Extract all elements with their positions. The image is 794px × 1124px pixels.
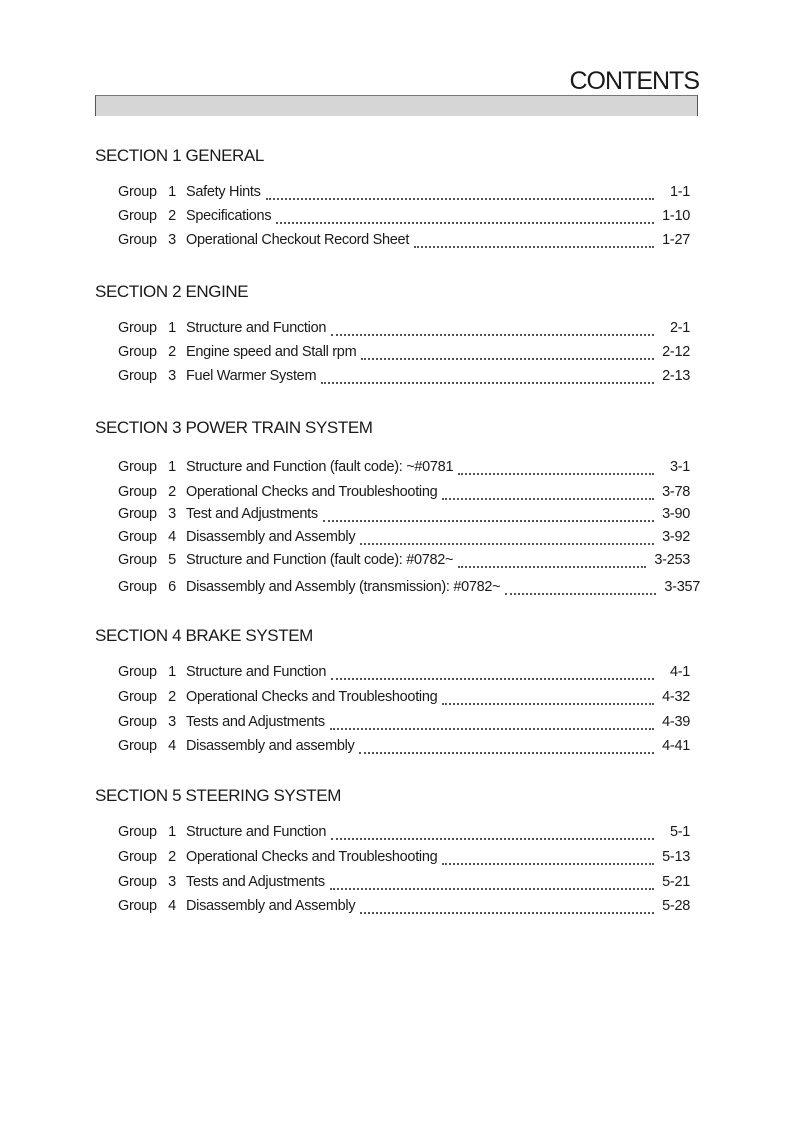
group-label: Group xyxy=(118,898,157,914)
section-power-train-system xyxy=(95,418,700,603)
entry-title: Structure and Function (fault code): #0782~ xyxy=(186,552,454,568)
group-number: 3 xyxy=(168,232,176,248)
entry-title: Structure and Function xyxy=(186,824,327,840)
toc-entry[interactable] xyxy=(118,898,700,918)
section-brake-system xyxy=(95,626,700,761)
toc-entry[interactable] xyxy=(118,184,700,204)
toc-entry[interactable] xyxy=(118,552,700,572)
entry-title: Operational Checks and Troubleshooting xyxy=(186,484,438,500)
dot-leader xyxy=(442,498,654,500)
group-label: Group xyxy=(118,368,157,384)
section-heading: SECTION 1 GENERAL xyxy=(95,146,264,165)
page-number: 2-12 xyxy=(662,344,690,360)
entry-title: Tests and Adjustments xyxy=(186,874,325,890)
group-number: 3 xyxy=(168,368,176,384)
group-number: 1 xyxy=(168,824,176,840)
dot-leader xyxy=(321,382,654,384)
group-number: 1 xyxy=(168,459,176,475)
page-title: CONTENTS xyxy=(569,67,699,95)
group-label: Group xyxy=(118,714,157,730)
page-number: 1-27 xyxy=(662,232,690,248)
page-number: 4-39 xyxy=(662,714,690,730)
group-number: 1 xyxy=(168,664,176,680)
page-number: 2-1 xyxy=(669,320,690,336)
group-label: Group xyxy=(118,484,157,500)
toc-entry[interactable] xyxy=(118,320,700,340)
toc-entry[interactable] xyxy=(118,579,700,599)
group-label: Group xyxy=(118,874,157,890)
entry-title: Safety Hints xyxy=(186,184,261,200)
page-number: 3-1 xyxy=(669,459,690,475)
section-heading: SECTION 3 POWER TRAIN SYSTEM xyxy=(95,418,373,437)
section-heading: SECTION 5 STEERING SYSTEM xyxy=(95,786,341,805)
dot-leader xyxy=(266,198,654,200)
group-number: 2 xyxy=(168,208,176,224)
dot-leader xyxy=(276,222,654,224)
group-number: 2 xyxy=(168,484,176,500)
dot-leader xyxy=(458,473,654,475)
page-number: 3-253 xyxy=(654,552,690,568)
entry-title: Operational Checks and Troubleshooting xyxy=(186,689,438,705)
page-number: 3-357 xyxy=(664,579,700,595)
group-label: Group xyxy=(118,506,157,522)
entry-title: Test and Adjustments xyxy=(186,506,318,522)
group-number: 4 xyxy=(168,898,176,914)
entry-title: Fuel Warmer System xyxy=(186,368,317,384)
entry-title: Structure and Function xyxy=(186,664,327,680)
toc-entry[interactable] xyxy=(118,849,700,869)
group-label: Group xyxy=(118,184,157,200)
group-label: Group xyxy=(118,232,157,248)
entry-title: Operational Checks and Troubleshooting xyxy=(186,849,438,865)
section-general xyxy=(95,146,700,256)
entry-title: Disassembly and assembly xyxy=(186,738,355,754)
group-number: 4 xyxy=(168,738,176,754)
group-number: 3 xyxy=(168,874,176,890)
group-label: Group xyxy=(118,529,157,545)
dot-leader xyxy=(323,520,654,522)
toc-entry[interactable] xyxy=(118,368,700,388)
group-label: Group xyxy=(118,208,157,224)
entry-title: Disassembly and Assembly xyxy=(186,898,356,914)
group-label: Group xyxy=(118,664,157,680)
dot-leader xyxy=(360,912,654,914)
entry-title: Disassembly and Assembly (transmission): #0782~ xyxy=(186,579,501,595)
dot-leader xyxy=(360,543,654,545)
toc-entry[interactable] xyxy=(118,529,700,549)
toc-entry[interactable] xyxy=(118,208,700,228)
toc-entry[interactable] xyxy=(118,232,700,252)
toc-entry[interactable] xyxy=(118,664,700,684)
page-number: 4-41 xyxy=(662,738,690,754)
entry-title: Engine speed and Stall rpm xyxy=(186,344,357,360)
page-number: 5-13 xyxy=(662,849,690,865)
toc-entry[interactable] xyxy=(118,344,700,364)
group-label: Group xyxy=(118,320,157,336)
toc-entry[interactable] xyxy=(118,506,700,526)
page-number: 4-32 xyxy=(662,689,690,705)
toc-entry[interactable] xyxy=(118,459,700,479)
dot-leader xyxy=(330,728,654,730)
group-number: 1 xyxy=(168,320,176,336)
group-label: Group xyxy=(118,824,157,840)
group-number: 2 xyxy=(168,849,176,865)
group-label: Group xyxy=(118,849,157,865)
group-number: 3 xyxy=(168,714,176,730)
dot-leader xyxy=(359,752,654,754)
page-number: 5-21 xyxy=(662,874,690,890)
page-number: 5-1 xyxy=(669,824,690,840)
dot-leader xyxy=(331,678,654,680)
entry-title: Structure and Function xyxy=(186,320,327,336)
group-number: 5 xyxy=(168,552,176,568)
toc-entry[interactable] xyxy=(118,824,700,844)
dot-leader xyxy=(442,863,654,865)
page-number: 5-28 xyxy=(662,898,690,914)
section-heading: SECTION 2 ENGINE xyxy=(95,282,249,301)
dot-leader xyxy=(331,334,654,336)
dot-leader xyxy=(331,838,654,840)
dot-leader xyxy=(414,246,654,248)
page-number: 1-10 xyxy=(662,208,690,224)
toc-entry[interactable] xyxy=(118,484,700,504)
dot-leader xyxy=(458,566,646,568)
toc-entry[interactable] xyxy=(118,738,700,758)
entry-title: Specifications xyxy=(186,208,272,224)
group-label: Group xyxy=(118,344,157,360)
group-number: 4 xyxy=(168,529,176,545)
entry-title: Tests and Adjustments xyxy=(186,714,325,730)
dot-leader xyxy=(505,593,656,595)
group-number: 1 xyxy=(168,184,176,200)
group-number: 2 xyxy=(168,689,176,705)
page-number: 1-1 xyxy=(669,184,690,200)
entry-title: Disassembly and Assembly xyxy=(186,529,356,545)
dot-leader xyxy=(442,703,654,705)
group-number: 3 xyxy=(168,506,176,522)
dot-leader xyxy=(330,888,654,890)
page-number: 3-92 xyxy=(662,529,690,545)
group-label: Group xyxy=(118,579,157,595)
page-number: 3-90 xyxy=(662,506,690,522)
page-number: 2-13 xyxy=(662,368,690,384)
toc-entry[interactable] xyxy=(118,689,700,709)
group-number: 2 xyxy=(168,344,176,360)
dot-leader xyxy=(361,358,654,360)
group-label: Group xyxy=(118,459,157,475)
group-label: Group xyxy=(118,689,157,705)
page-number: 3-78 xyxy=(662,484,690,500)
toc-entry[interactable] xyxy=(118,874,700,894)
section-heading: SECTION 4 BRAKE SYSTEM xyxy=(95,626,313,645)
title-bar xyxy=(95,95,698,116)
entry-title: Operational Checkout Record Sheet xyxy=(186,232,410,248)
toc-entry[interactable] xyxy=(118,714,700,734)
group-label: Group xyxy=(118,552,157,568)
group-number: 6 xyxy=(168,579,176,595)
page-number: 4-1 xyxy=(669,664,690,680)
entry-title: Structure and Function (fault code): ~#0781 xyxy=(186,459,454,475)
section-engine xyxy=(95,282,700,392)
group-label: Group xyxy=(118,738,157,754)
section-steering-system xyxy=(95,786,700,921)
